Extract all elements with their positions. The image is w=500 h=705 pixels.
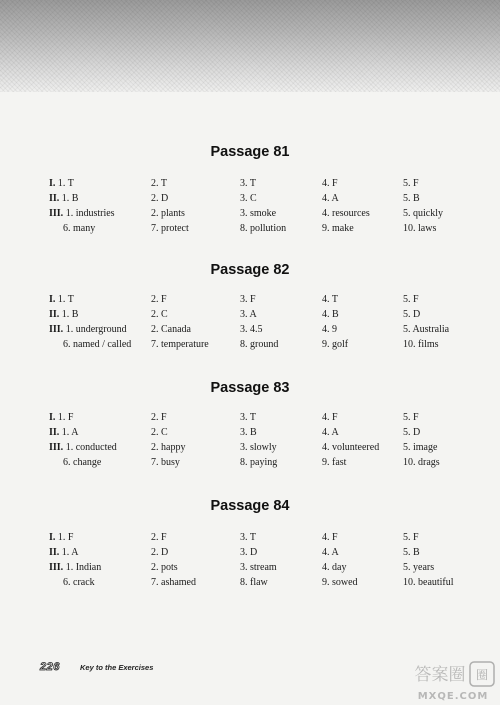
section-numeral: III. [49,324,64,335]
answer-cell: 6. named / called [63,339,132,350]
answer-cell: 8. flaw [240,577,268,588]
answer-cell: 2. F [151,412,167,423]
section-numeral: I. [49,294,56,305]
answer-cell [49,530,73,545]
section-numeral: III. [49,208,64,219]
answer-row-iii-cont [0,221,500,236]
section-numeral: II. [49,547,60,558]
answer-cell: 10. beautiful [403,577,454,588]
answer-cell: 5. F [403,532,419,543]
answer-text: 1. Indian [65,562,102,573]
answer-row-i [0,292,500,307]
answer-cell: 5. F [403,412,419,423]
answer-cell: 10. drags [403,457,440,468]
section-numeral: II. [49,193,60,204]
watermark-text: 答案圈 [414,665,466,685]
answer-row-iii [0,206,500,221]
answer-cell: 7. busy [151,457,180,468]
answer-cell: 5. F [403,178,419,189]
answer-cell: 10. laws [403,223,437,234]
passage-title: Passage 81 [210,144,290,160]
answer-cell [49,425,78,440]
answer-cell: 4. F [322,178,338,189]
answer-cell: 4. day [322,562,347,573]
answer-cell: 5. years [403,562,435,573]
answer-cell: 3. 4.5 [240,324,263,335]
answer-cell: 9. sowed [322,577,358,588]
answer-cell: 3. A [240,309,257,320]
answer-cell: 4. B [322,309,339,320]
passage-title: Passage 84 [210,498,290,514]
answer-row-ii [0,545,500,560]
footer-section-label: Key to the Exercises [80,663,154,672]
answer-cell: 9. golf [322,339,349,350]
answer-cell: 3. F [240,294,256,305]
answer-cell: 2. pots [151,562,178,573]
page-number: 226 [40,661,60,673]
answer-cell: 4. volunteered [322,442,380,453]
answer-cell: 2. F [151,532,167,543]
answer-cell: 4. A [322,547,339,558]
answer-cell: 8. ground [240,339,279,350]
answer-cell [49,440,117,455]
answer-cell: 7. temperature [151,339,209,350]
answer-cell: 3. slowly [240,442,277,453]
section-numeral: II. [49,309,60,320]
answer-cell: 8. paying [240,457,278,468]
answer-text: 1. underground [65,324,127,335]
watermark-url: MXQE.COM [417,691,489,702]
answer-text: 1. B [61,309,79,320]
answer-cell: 2. D [151,193,169,204]
section-numeral: I. [49,412,56,423]
section-numeral: III. [49,442,64,453]
answer-cell: 8. pollution [240,223,287,234]
answer-row-iii-cont [0,455,500,470]
answer-cell: 3. stream [240,562,277,573]
answer-cell [49,322,127,337]
answer-cell: 3. T [240,178,256,189]
answer-row-iii-cont [0,337,500,352]
answer-cell: 5. Australia [403,324,450,335]
answer-cell: 2. T [151,178,167,189]
answer-cell: 3. smoke [240,208,277,219]
answer-cell: 6. change [63,457,102,468]
answer-cell [49,307,78,322]
section-numeral: I. [49,532,56,543]
answer-cell [49,292,74,307]
answer-row-iii-cont [0,575,500,590]
answer-cell: 2. Canada [151,324,191,335]
answer-text: 1. A [61,547,79,558]
answer-cell: 3. T [240,412,256,423]
answer-cell: 5. image [403,442,438,453]
watermark-logo-icon [408,660,498,704]
answer-cell: 3. D [240,547,258,558]
answer-row-iii [0,560,500,575]
answer-row-i [0,176,500,191]
answer-cell: 2. D [151,547,169,558]
answer-cell: 5. D [403,309,421,320]
answer-row-i [0,410,500,425]
answer-cell: 9. fast [322,457,347,468]
answer-text: 1. A [61,427,79,438]
answer-text: 1. conducted [65,442,117,453]
answer-cell: 4. A [322,193,339,204]
decorative-header-band [0,0,500,92]
answer-cell: 10. films [403,339,439,350]
answer-row-iii [0,322,500,337]
answer-cell [49,206,115,221]
answer-cell: 3. C [240,193,257,204]
answer-row-i [0,530,500,545]
answer-cell: 4. F [322,412,338,423]
answer-cell [49,176,74,191]
svg-text:圈: 圈 [475,668,489,682]
answer-cell [49,560,101,575]
answer-text: 1. F [57,532,74,543]
answer-text: 1. T [57,178,74,189]
answer-text: 1. industries [65,208,115,219]
answer-cell: 2. C [151,309,168,320]
section-numeral: I. [49,178,56,189]
answer-cell: 4. resources [322,208,370,219]
answer-cell: 2. plants [151,208,185,219]
answer-row-ii [0,191,500,206]
passage-title: Passage 83 [210,380,290,396]
answer-cell: 4. F [322,532,338,543]
answer-cell: 4. A [322,427,339,438]
section-numeral: II. [49,427,60,438]
answer-cell: 5. B [403,547,420,558]
answer-cell: 2. F [151,294,167,305]
answer-cell: 5. quickly [403,208,443,219]
passage-title: Passage 82 [210,262,290,278]
answer-cell: 9. make [322,223,354,234]
answer-cell: 4. T [322,294,338,305]
answer-text: 1. T [57,294,74,305]
answer-cell: 6. many [63,223,96,234]
answer-cell: 2. happy [151,442,186,453]
answer-cell [49,191,78,206]
answer-cell: 5. F [403,294,419,305]
answer-cell: 2. C [151,427,168,438]
answer-text: 1. F [57,412,74,423]
section-numeral: III. [49,562,64,573]
answer-cell: 3. B [240,427,257,438]
answer-cell: 5. B [403,193,420,204]
answer-row-ii [0,307,500,322]
answer-cell: 4. 9 [322,324,337,335]
answer-cell: 7. protect [151,223,189,234]
answer-cell: 7. ashamed [151,577,196,588]
answer-cell: 6. crack [63,577,95,588]
answer-cell [49,410,73,425]
answer-cell [49,545,78,560]
answer-row-iii [0,440,500,455]
answer-cell: 3. T [240,532,256,543]
answer-cell: 5. D [403,427,421,438]
answer-row-ii [0,425,500,440]
answer-text: 1. B [61,193,79,204]
